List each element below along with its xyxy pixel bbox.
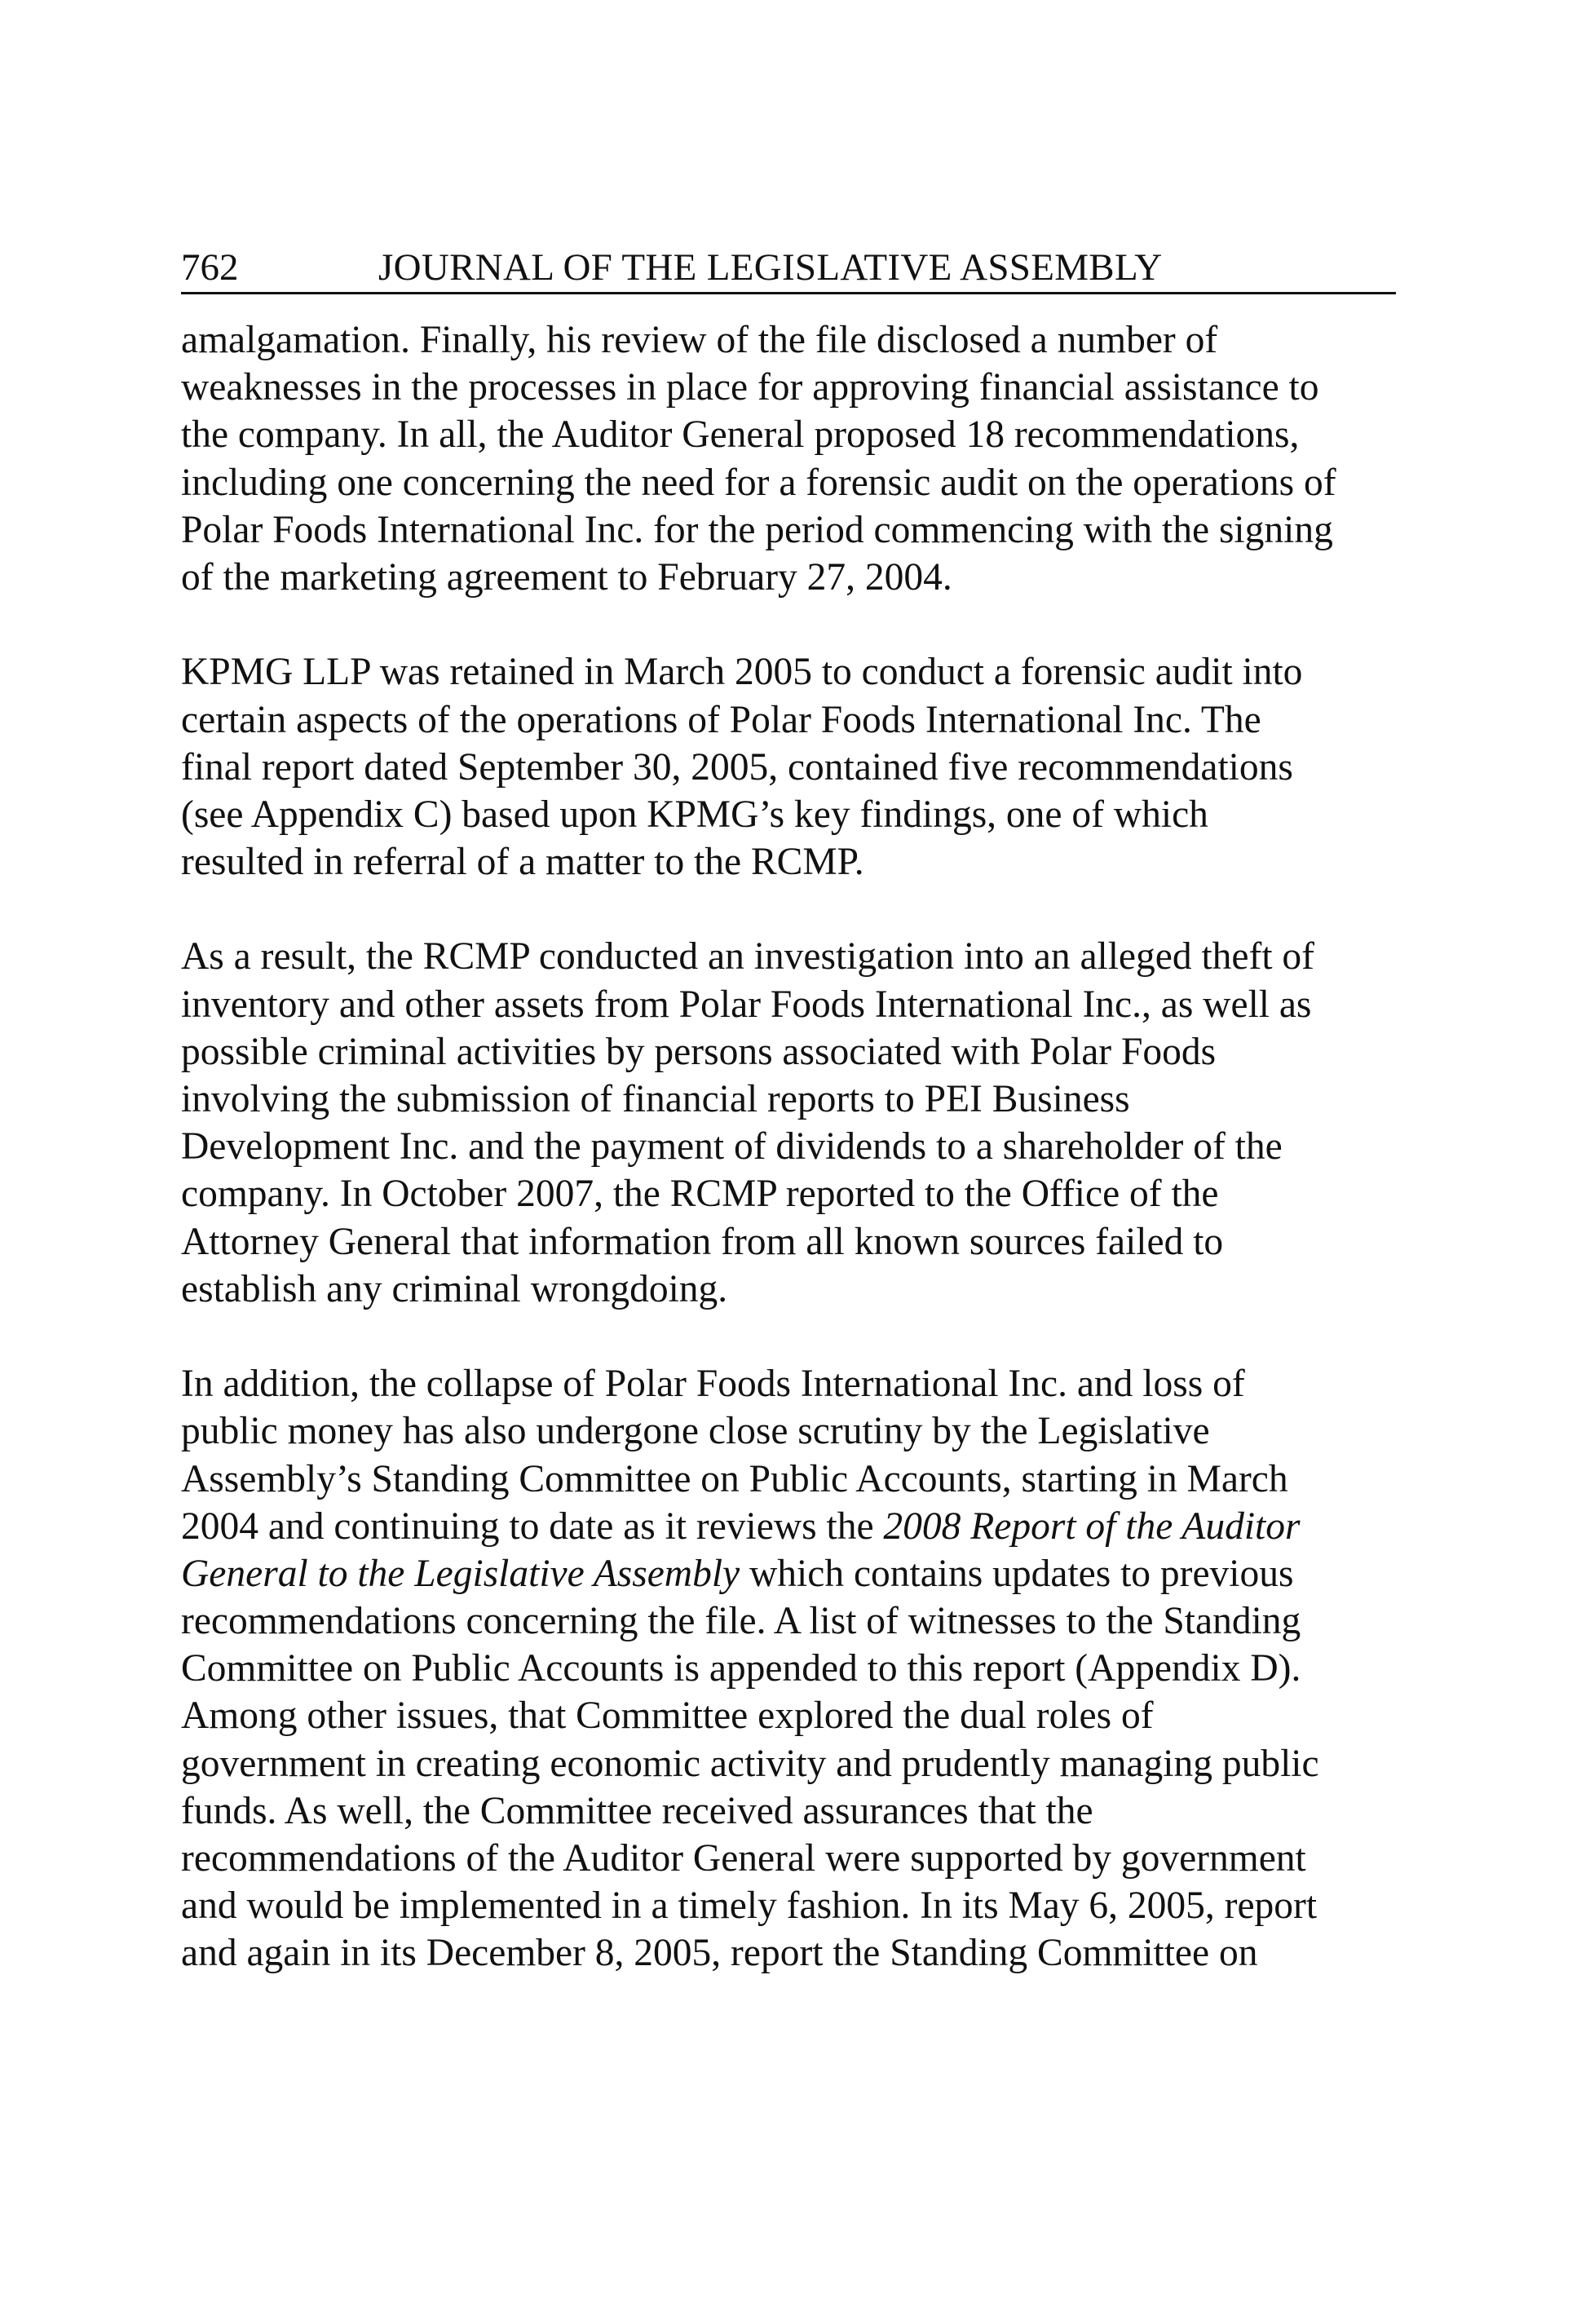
text-line: Assembly’s Standing Committee on Public Accounts, starting in March bbox=[181, 1457, 1288, 1500]
text-line: public money has also undergone close scrutiny by the Legislative bbox=[181, 1410, 1210, 1453]
text-line: Development Inc. and the payment of dividends to a shareholder of the bbox=[181, 1125, 1283, 1169]
text-line: of the marketing agreement to February 27, 2004. bbox=[181, 555, 952, 599]
page-number: 762 bbox=[181, 246, 239, 289]
report-title-italic: General to the Legislative Assembly bbox=[181, 1552, 740, 1595]
text-line: (see Appendix C) based upon KPMG’s key findings, one of which bbox=[181, 793, 1208, 836]
text-line: recommendations concerning the file. A list of witnesses to the Standing bbox=[181, 1600, 1301, 1643]
running-header bbox=[181, 243, 1396, 294]
text-line: Polar Foods International Inc. for the period commencing with the signing bbox=[181, 508, 1333, 551]
text-line: involving the submission of financial reports to PEI Business bbox=[181, 1078, 1130, 1120]
report-title-italic: 2008 Report of the Auditor bbox=[883, 1504, 1301, 1548]
text-line: possible criminal activities by persons associated with Polar Foods bbox=[181, 1030, 1217, 1073]
journal-title: JOURNAL OF THE LEGISLATIVE ASSEMBLY bbox=[378, 246, 1163, 289]
text-line: In addition, the collapse of Polar Foods International Inc. and loss of bbox=[181, 1363, 1245, 1406]
text-run: which contains updates to previous bbox=[740, 1552, 1294, 1595]
text-line: and again in its December 8, 2005, report the Standing Committee on bbox=[181, 1932, 1258, 1975]
text-line: company. In October 2007, the RCMP reported to the Office of the bbox=[181, 1173, 1219, 1216]
text-line: weaknesses in the processes in place for approving financial assistance to bbox=[181, 366, 1319, 409]
text-line: Among other issues, that Committee explored the dual roles of bbox=[181, 1694, 1154, 1738]
text-line: certain aspects of the operations of Polar Foods International Inc. The bbox=[181, 698, 1261, 741]
text-line: As a result, the RCMP conducted an investigation into an alleged theft of bbox=[181, 935, 1314, 979]
text-run: 2004 and continuing to date as it reviews the bbox=[181, 1504, 884, 1548]
text-line-with-italic bbox=[181, 1550, 1404, 1597]
text-line: Attorney General that information from all known sources failed to bbox=[181, 1220, 1224, 1263]
text-line: inventory and other assets from Polar Foods International Inc., as well as bbox=[181, 983, 1312, 1026]
text-line: and would be implemented in a timely fashion. In its May 6, 2005, report bbox=[181, 1884, 1318, 1928]
text-line: resulted in referral of a matter to the RCMP. bbox=[181, 841, 864, 884]
paragraph-auditor-general-review bbox=[181, 316, 1404, 601]
paragraph-kpmg-forensic-audit bbox=[181, 648, 1404, 886]
text-line-with-italic bbox=[181, 1503, 1404, 1550]
paragraph-rcmp-investigation bbox=[181, 933, 1404, 1313]
text-line: funds. As well, the Committee received assurances that the bbox=[181, 1789, 1093, 1832]
text-line: establish any criminal wrongdoing. bbox=[181, 1267, 728, 1310]
text-line: the company. In all, the Auditor General proposed 18 recommendations, bbox=[181, 413, 1300, 457]
paragraph-public-accounts-committee bbox=[181, 1360, 1404, 1977]
text-line: government in creating economic activity and prudently managing public bbox=[181, 1742, 1319, 1785]
text-line: recommendations of the Auditor General were supported by government bbox=[181, 1837, 1306, 1880]
text-line: KPMG LLP was retained in March 2005 to conduct a forensic audit into bbox=[181, 651, 1303, 694]
text-line: including one concerning the need for a forensic audit on the operations of bbox=[181, 461, 1336, 504]
text-line: amalgamation. Finally, his review of the file disclosed a number of bbox=[181, 319, 1218, 361]
text-line: final report dated September 30, 2005, contained five recommendations bbox=[181, 745, 1293, 789]
body-text bbox=[181, 316, 1404, 1977]
text-line: Committee on Public Accounts is appended to this report (Appendix D). bbox=[181, 1647, 1301, 1690]
